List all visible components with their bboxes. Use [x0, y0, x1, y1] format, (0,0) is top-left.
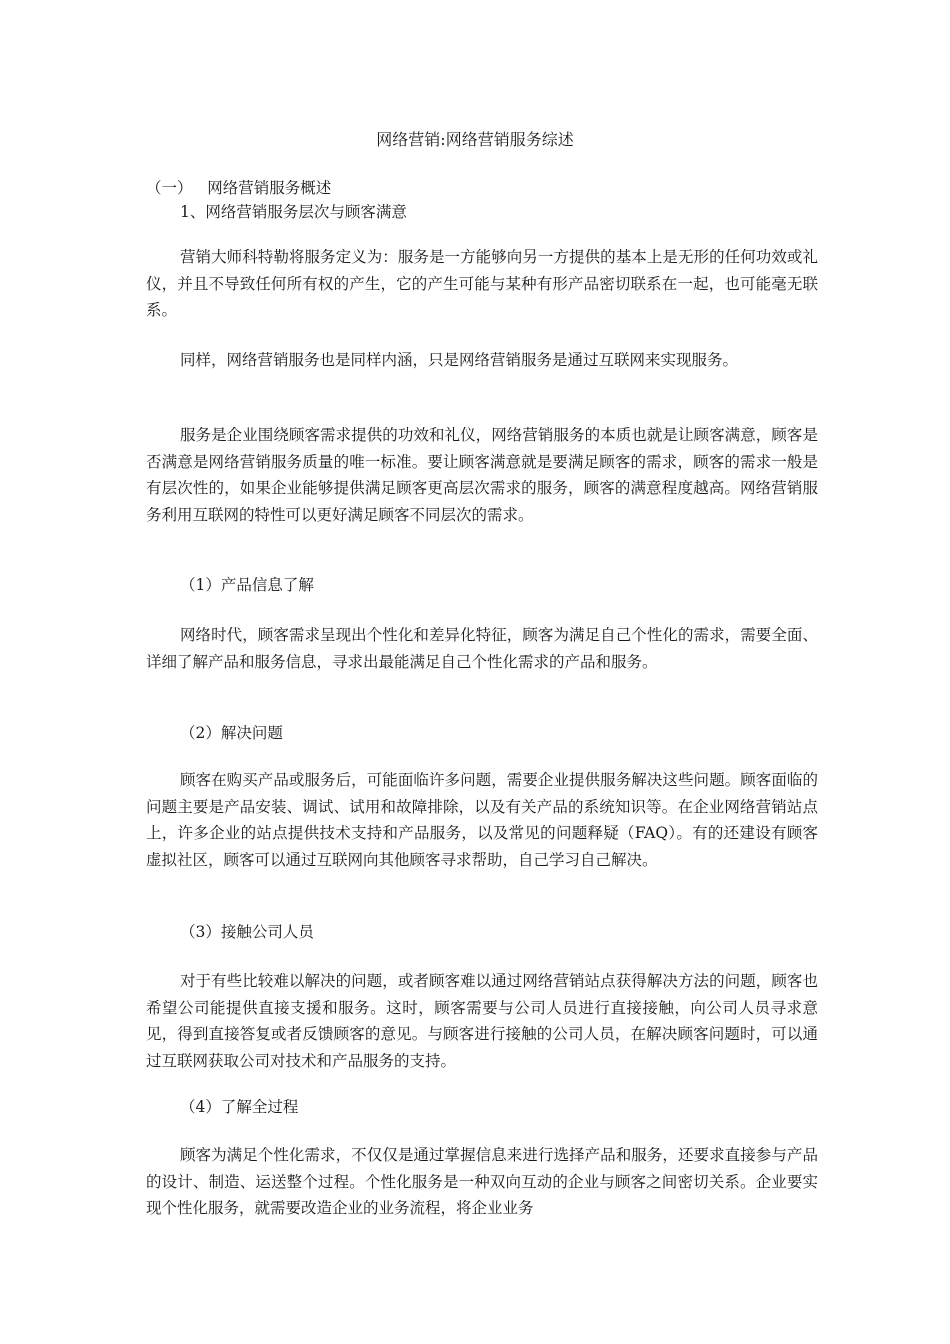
paragraph-service-definition: 营销大师科特勒将服务定义为：服务是一方能够向另一方提供的基本上是无形的任何功效或礼仪，并且不导致任何所有权的产生，它的产生可能与某种有形产品密切联系在一起，也可能毫无联系。	[146, 248, 818, 319]
paragraph-product-info: 网络时代，顾客需求呈现出个性化和差异化特征，顾客为满足自己个性化的需求，需要全面、详细了解产品和服务信息，寻求出最能满足自己个性化需求的产品和服务。	[146, 626, 818, 671]
paragraph-customer-satisfaction: 服务是企业围绕顾客需求提供的功效和礼仪，网络营销服务的本质也就是让顾客满意，顾客是否满意是网络营销服务质量的唯一标准。要让顾客满意就是要满足顾客的需求，顾客的需求一般是有层次性的，如果企业能够提供满足顾客更高层次需求的服务，顾客的满意程度越高。网络营销服务利用互联网的特性可以更好满足顾客不同层次的需求。	[146, 426, 818, 524]
heading-full-process: （4）了解全过程	[180, 1098, 299, 1116]
paragraph-solve-problems: 顾客在购买产品或服务后，可能面临许多问题，需要企业提供服务解决这些问题。顾客面临的问题主要是产品安装、调试、试用和故障排除，以及有关产品的系统知识等。在企业网络营销站点上，许多企业的站点提供技术支持和产品服务，以及常见的问题释疑（FAQ）。有的还建设有顾客虚拟社区，顾客可以通过互联网向其他顾客寻求帮助，自己学习自己解决。	[146, 771, 818, 869]
heading-product-info: （1）产品信息了解	[180, 576, 314, 594]
paragraph-contact-staff: 对于有些比较难以解决的问题，或者顾客难以通过网络营销站点获得解决方法的问题，顾客也希望公司能提供直接支援和服务。这时，顾客需要与公司人员进行直接接触，向公司人员寻求意见，得到直接答复或者反馈顾客的意见。与顾客进行接触的公司人员，在解决顾客问题时，可以通过互联网获取公司对技术和产品服务的支持。	[146, 972, 818, 1070]
heading-solve-problems: （2）解决问题	[180, 724, 283, 742]
paragraph-full-process: 顾客为满足个性化需求，不仅仅是通过掌握信息来进行选择产品和服务，还要求直接参与产品的设计、制造、运送整个过程。个性化服务是一种双向互动的企业与顾客之间密切关系。企业要实现个性化服务，就需要改造企业的业务流程，将企业业务	[146, 1146, 818, 1217]
section-heading: （一） 网络营销服务概述	[146, 179, 332, 197]
document-title: 网络营销:网络营销服务综述	[376, 130, 574, 149]
heading-contact-staff: （3）接触公司人员	[180, 923, 314, 941]
paragraph-network-service: 同样，网络营销服务也是同样内涵，只是网络营销服务是通过互联网来实现服务。	[180, 351, 739, 369]
subsection-heading: 1、网络营销服务层次与顾客满意	[180, 203, 407, 221]
